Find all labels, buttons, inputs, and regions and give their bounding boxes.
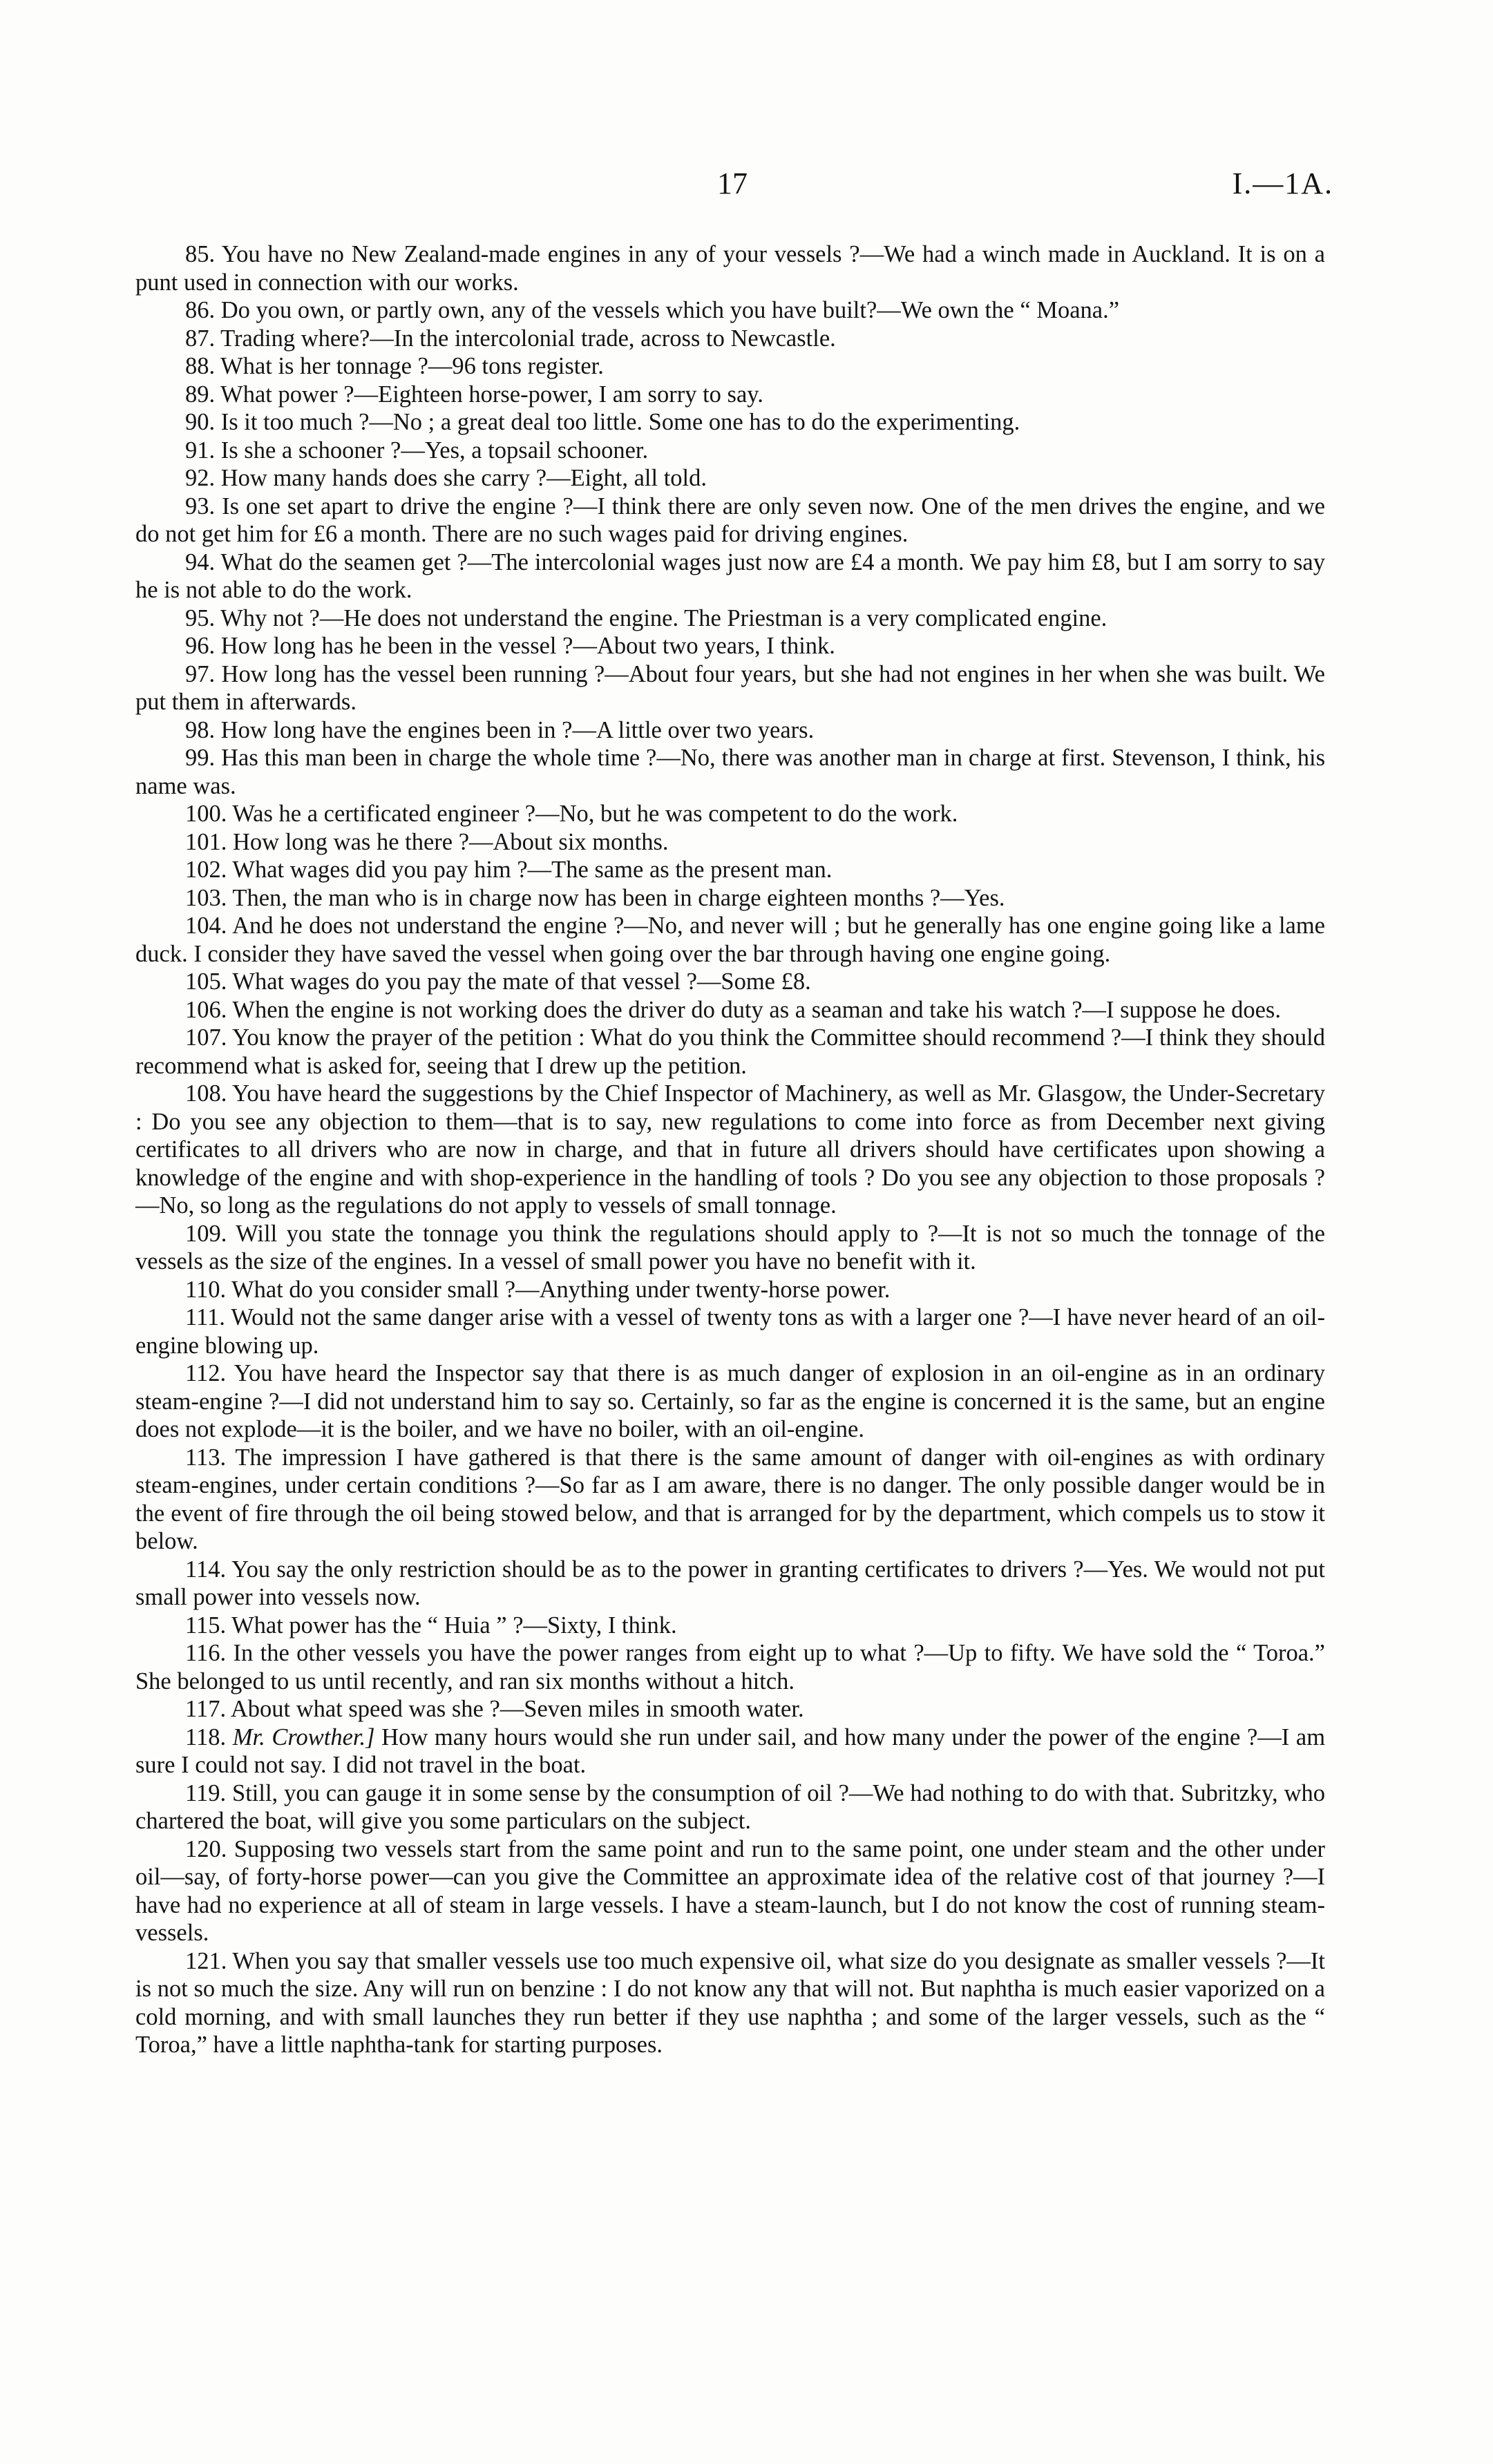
question-114: 114. You say the only restriction should be as to the power in granting certificates to drivers ?—Yes. We would not put small power into vessels now. (135, 1556, 1325, 1610)
question-90: 90. Is it too much ?—No ; a great deal too little. Some one has to do the experimenting. (185, 409, 1020, 435)
question-89: 89. What power ?—Eighteen horse-power, I am sorry to say. (185, 381, 763, 408)
question-93: 93. Is one set apart to drive the engine ?—I think there are only seven now. One of the men drives the engine, and we do not get him for £6 a month. There are no such wages paid for driving engines. (135, 493, 1325, 547)
question-91: 91. Is she a schooner ?—Yes, a topsail schooner. (185, 437, 649, 464)
question-121: 121. When you say that smaller vessels use too much expensive oil, what size do you designate as smaller vessels ?—It is not so much the size. Any will run on benzine : I do not know any that will not. But naphtha is much easier vaporized on a cold morning, and with small launches they run better if they use naphtha ; and some of the larger vessels, such as the “ Toroa,” have a little naphtha-tank for starting purposes. (135, 1947, 1325, 2058)
question-95: 95. Why not ?—He does not understand the engine. The Priestman is a very complicated engine. (185, 604, 1107, 631)
question-92: 92. How many hands does she carry ?—Eight, all told. (185, 465, 707, 491)
question-98: 98. How long have the engines been in ?—A little over two years. (185, 716, 815, 743)
question-106: 106. When the engine is not working does the driver do duty as a seaman and take his watch ?—I suppose he does. (185, 996, 1281, 1023)
question-104: 104. And he does not understand the engine ?—No, and never will ; but he generally has one engine going like a lame duck. I consider they have saved the vessel when going over the bar through having one engine going. (135, 913, 1325, 967)
page-header (131, 166, 1333, 214)
speaker-name: Mr. Crowther.] (232, 1723, 375, 1750)
question-103: 103. Then, the man who is in charge now has been in charge eighteen months ?—Yes. (185, 884, 1005, 911)
question-88: 88. What is her tonnage ?—96 tons register. (185, 353, 604, 379)
evidence-transcript (135, 240, 1325, 2059)
question-text: How many hours would she run under sail, and how many under the power of the engine ?—I am sure I could not say. I did not travel in the boat. (135, 1723, 1326, 1778)
question-86: 86. Do you own, or partly own, any of the vessels which you have built?—We own the “ Moana.” (185, 297, 1120, 323)
question-99: 99. Has this man been in charge the whole time ?—No, there was another man in charge at first. Stevenson, I think, his name was. (135, 745, 1325, 799)
question-108: 108. You have heard the suggestions by the Chief Inspector of Machinery, as well as Mr. Glasgow, the Under-Secretary : Do you see any objection to them—that is to say, new regulations to come into force as from December next giving certificates to all drivers who are now in charge, and that in future all drivers should have certificates upon showing a knowledge of the engine and with shop-experience in the handling of tools ? Do you see any objection to those proposals ?—No, so long as the regulations do not apply to vessels of small tonnage. (135, 1080, 1325, 1219)
question-85: 85. You have no New Zealand-made engines in any of your vessels ?—We had a winch made in Auckland. It is on a punt used in connection with our works. (135, 241, 1325, 296)
question-96: 96. How long has he been in the vessel ?—About two years, I think. (185, 633, 835, 659)
document-reference: I.—1A. (1232, 166, 1333, 200)
question-107: 107. You know the prayer of the petition : What do you think the Committee should recommend ?—I think they should recommend what is asked for, seeing that I drew up the petition. (135, 1024, 1325, 1079)
question-109: 109. Will you state the tonnage you think the regulations should apply to ?—It is not so much the tonnage of the vessels as the size of the engines. In a vessel of small power you have no benefit with it. (135, 1220, 1325, 1274)
question-110: 110. What do you consider small ?—Anything under twenty-horse power. (185, 1276, 891, 1303)
question-101: 101. How long was he there ?—About six months. (185, 828, 669, 855)
question-118 (135, 1723, 1325, 1779)
question-number: 118. (185, 1723, 227, 1750)
question-111: 111. Would not the same danger arise with a vessel of twenty tons as with a larger one ?—I have never heard of an oil-engine blowing up. (135, 1304, 1325, 1359)
question-120: 120. Supposing two vessels start from the same point and run to the same point, one under steam and the other under oil—say, of forty-horse power—can you give the Committee an approximate idea of the relative cost of that journey ?—I have had no experience at all of steam in large vessels. I have a steam-launch, but I do not know the cost of running steam-vessels. (135, 1835, 1325, 1946)
question-116: 116. In the other vessels you have the power ranges from eight up to what ?—Up to fifty. We have sold the “ Toroa.” She belonged to us until recently, and ran six months without a hitch. (135, 1640, 1325, 1694)
question-100: 100. Was he a certificated engineer ?—No, but he was competent to do the work. (185, 801, 958, 827)
question-119: 119. Still, you can gauge it in some sense by the consumption of oil ?—We had nothing to do with that. Subritzky, who chartered the boat, will give you some particulars on the subject. (135, 1779, 1325, 1834)
question-97: 97. How long has the vessel been running ?—About four years, but she had not engines in her when she was built. We put them in afterwards. (135, 660, 1325, 715)
question-94: 94. What do the seamen get ?—The intercolonial wages just now are £4 a month. We pay him £8, but I am sorry to say he is not able to do the work. (135, 548, 1325, 603)
question-87: 87. Trading where?—In the intercolonial trade, across to Newcastle. (185, 325, 836, 352)
question-117: 117. About what speed was she ?—Seven miles in smooth water. (185, 1696, 804, 1722)
question-105: 105. What wages do you pay the mate of that vessel ?—Some £8. (185, 968, 811, 995)
question-113: 113. The impression I have gathered is that there is the same amount of danger with oil-engines as with ordinary steam-engines, under certain conditions ?—So far as I am aware, there is no danger. The only possible danger would be in the event of fire through the oil being stowed below, and that is arranged for by the department, which compels us to stow it below. (135, 1444, 1325, 1554)
question-112: 112. You have heard the Inspector say that there is as much danger of explosion in an oil-engine as in an ordinary steam-engine ?—I did not understand him to say so. Certainly, so far as the engine is concerned it is the same, but an engine does not explode—it is the boiler, and we have no boiler, with an oil-engine. (135, 1360, 1325, 1442)
question-115: 115. What power has the “ Huia ” ?—Sixty, I think. (185, 1612, 677, 1639)
page-number: 17 (717, 166, 748, 200)
question-102: 102. What wages did you pay him ?—The same as the present man. (185, 857, 833, 883)
